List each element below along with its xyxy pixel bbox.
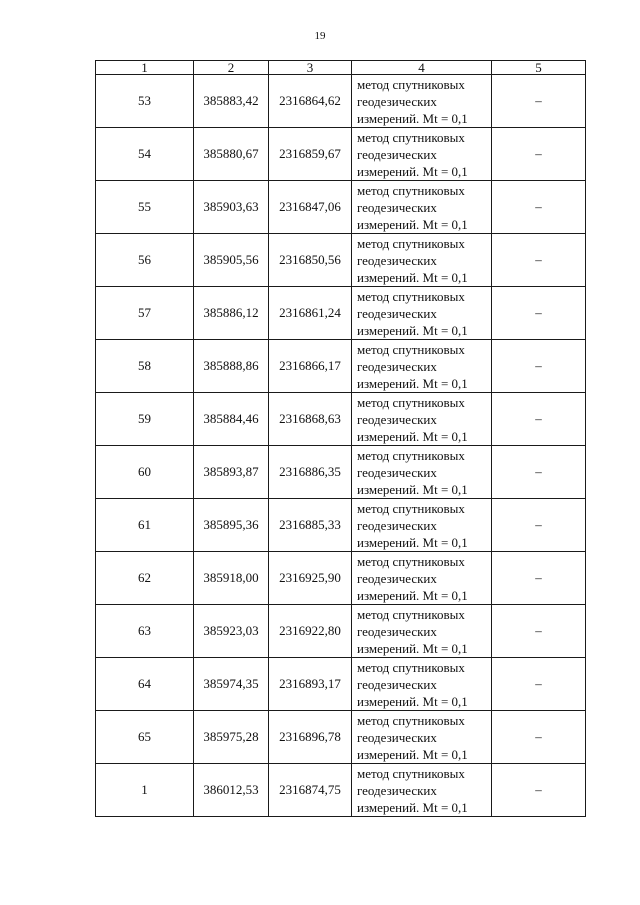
- method-line: геодезических: [357, 570, 437, 586]
- method-line: измерений. Mt = 0,1: [357, 746, 468, 762]
- table-row: [96, 75, 586, 128]
- note-cell: –: [492, 605, 586, 658]
- method-line: геодезических: [357, 729, 437, 745]
- table-row: [96, 181, 586, 234]
- point-number-cell: 65: [96, 711, 194, 764]
- point-number-cell: 61: [96, 499, 194, 552]
- method-line: геодезических: [357, 146, 437, 162]
- header-cell-point-number: 1: [96, 61, 194, 75]
- y-coordinate-cell: 2316861,24: [269, 287, 352, 340]
- table-row: [96, 287, 586, 340]
- point-number-cell: 62: [96, 552, 194, 605]
- method-line: измерений. Mt = 0,1: [357, 481, 468, 497]
- method-cell: [352, 605, 492, 658]
- method-line: метод спутниковых: [357, 341, 465, 357]
- x-coordinate-cell: 386012,53: [194, 764, 269, 817]
- method-line: геодезических: [357, 464, 437, 480]
- point-number-cell: 56: [96, 234, 194, 287]
- table-row: [96, 393, 586, 446]
- method-line: геодезических: [357, 358, 437, 374]
- point-number-cell: 58: [96, 340, 194, 393]
- table-row: [96, 446, 586, 499]
- x-coordinate-cell: 385918,00: [194, 552, 269, 605]
- y-coordinate-cell: 2316922,80: [269, 605, 352, 658]
- table-row: [96, 499, 586, 552]
- x-coordinate-cell: 385884,46: [194, 393, 269, 446]
- method-line: метод спутниковых: [357, 447, 465, 463]
- note-cell: –: [492, 552, 586, 605]
- page-number: 19: [314, 30, 326, 42]
- point-number-cell: 55: [96, 181, 194, 234]
- method-line: геодезических: [357, 411, 437, 427]
- method-line: метод спутниковых: [357, 712, 465, 728]
- note-cell: –: [492, 181, 586, 234]
- table-row: [96, 340, 586, 393]
- note-cell: –: [492, 499, 586, 552]
- method-line: геодезических: [357, 623, 437, 639]
- note-cell: –: [492, 287, 586, 340]
- y-coordinate-cell: 2316874,75: [269, 764, 352, 817]
- table-header-row: [96, 61, 586, 75]
- note-cell: –: [492, 75, 586, 128]
- method-line: измерений. Mt = 0,1: [357, 587, 468, 603]
- y-coordinate-cell: 2316893,17: [269, 658, 352, 711]
- point-number-cell: 54: [96, 128, 194, 181]
- note-cell: –: [492, 658, 586, 711]
- method-line: геодезических: [357, 782, 437, 798]
- table-row: [96, 234, 586, 287]
- method-cell: [352, 711, 492, 764]
- note-cell: –: [492, 128, 586, 181]
- method-cell: [352, 499, 492, 552]
- method-line: метод спутниковых: [357, 182, 465, 198]
- method-cell: [352, 287, 492, 340]
- method-line: метод спутниковых: [357, 659, 465, 675]
- method-line: геодезических: [357, 305, 437, 321]
- table-row: [96, 711, 586, 764]
- point-number-cell: 1: [96, 764, 194, 817]
- table-row: [96, 764, 586, 817]
- method-line: метод спутниковых: [357, 129, 465, 145]
- method-line: измерений. Mt = 0,1: [357, 640, 468, 656]
- method-line: метод спутниковых: [357, 235, 465, 251]
- method-cell: [352, 764, 492, 817]
- x-coordinate-cell: 385975,28: [194, 711, 269, 764]
- method-line: измерений. Mt = 0,1: [357, 110, 468, 126]
- x-coordinate-cell: 385886,12: [194, 287, 269, 340]
- method-line: измерений. Mt = 0,1: [357, 428, 468, 444]
- y-coordinate-cell: 2316864,62: [269, 75, 352, 128]
- x-coordinate-cell: 385888,86: [194, 340, 269, 393]
- y-coordinate-cell: 2316859,67: [269, 128, 352, 181]
- point-number-cell: 53: [96, 75, 194, 128]
- x-coordinate-cell: 385883,42: [194, 75, 269, 128]
- method-line: метод спутниковых: [357, 553, 465, 569]
- coordinates-table: [95, 60, 586, 817]
- method-cell: [352, 340, 492, 393]
- x-coordinate-cell: 385903,63: [194, 181, 269, 234]
- method-cell: [352, 128, 492, 181]
- x-coordinate-cell: 385880,67: [194, 128, 269, 181]
- method-cell: [352, 658, 492, 711]
- note-cell: –: [492, 234, 586, 287]
- method-line: геодезических: [357, 517, 437, 533]
- x-coordinate-cell: 385974,35: [194, 658, 269, 711]
- point-number-cell: 63: [96, 605, 194, 658]
- y-coordinate-cell: 2316886,35: [269, 446, 352, 499]
- method-line: измерений. Mt = 0,1: [357, 375, 468, 391]
- y-coordinate-cell: 2316868,63: [269, 393, 352, 446]
- y-coordinate-cell: 2316896,78: [269, 711, 352, 764]
- table-body: [96, 75, 586, 817]
- table-row: [96, 605, 586, 658]
- point-number-cell: 57: [96, 287, 194, 340]
- method-line: геодезических: [357, 252, 437, 268]
- method-line: измерений. Mt = 0,1: [357, 534, 468, 550]
- method-line: метод спутниковых: [357, 765, 465, 781]
- y-coordinate-cell: 2316925,90: [269, 552, 352, 605]
- method-line: метод спутниковых: [357, 606, 465, 622]
- y-coordinate-cell: 2316885,33: [269, 499, 352, 552]
- note-cell: –: [492, 446, 586, 499]
- header-cell-method: 4: [352, 61, 492, 75]
- table-row: [96, 128, 586, 181]
- method-line: метод спутниковых: [357, 76, 465, 92]
- method-line: измерений. Mt = 0,1: [357, 216, 468, 232]
- point-number-cell: 59: [96, 393, 194, 446]
- note-cell: –: [492, 764, 586, 817]
- header-cell-note: 5: [492, 61, 586, 75]
- point-number-cell: 60: [96, 446, 194, 499]
- method-cell: [352, 234, 492, 287]
- method-line: измерений. Mt = 0,1: [357, 322, 468, 338]
- header-cell-y: 3: [269, 61, 352, 75]
- method-cell: [352, 75, 492, 128]
- method-line: измерений. Mt = 0,1: [357, 693, 468, 709]
- x-coordinate-cell: 385893,87: [194, 446, 269, 499]
- method-line: измерений. Mt = 0,1: [357, 163, 468, 179]
- method-cell: [352, 181, 492, 234]
- y-coordinate-cell: 2316866,17: [269, 340, 352, 393]
- method-cell: [352, 393, 492, 446]
- note-cell: –: [492, 393, 586, 446]
- method-line: метод спутниковых: [357, 500, 465, 516]
- method-line: метод спутниковых: [357, 394, 465, 410]
- table-row: [96, 552, 586, 605]
- method-line: измерений. Mt = 0,1: [357, 799, 468, 815]
- y-coordinate-cell: 2316850,56: [269, 234, 352, 287]
- method-line: измерений. Mt = 0,1: [357, 269, 468, 285]
- x-coordinate-cell: 385895,36: [194, 499, 269, 552]
- method-line: геодезических: [357, 93, 437, 109]
- note-cell: –: [492, 340, 586, 393]
- x-coordinate-cell: 385905,56: [194, 234, 269, 287]
- point-number-cell: 64: [96, 658, 194, 711]
- header-cell-x: 2: [194, 61, 269, 75]
- method-line: геодезических: [357, 199, 437, 215]
- method-line: геодезических: [357, 676, 437, 692]
- method-line: метод спутниковых: [357, 288, 465, 304]
- note-cell: –: [492, 711, 586, 764]
- table-row: [96, 658, 586, 711]
- method-cell: [352, 552, 492, 605]
- method-cell: [352, 446, 492, 499]
- x-coordinate-cell: 385923,03: [194, 605, 269, 658]
- y-coordinate-cell: 2316847,06: [269, 181, 352, 234]
